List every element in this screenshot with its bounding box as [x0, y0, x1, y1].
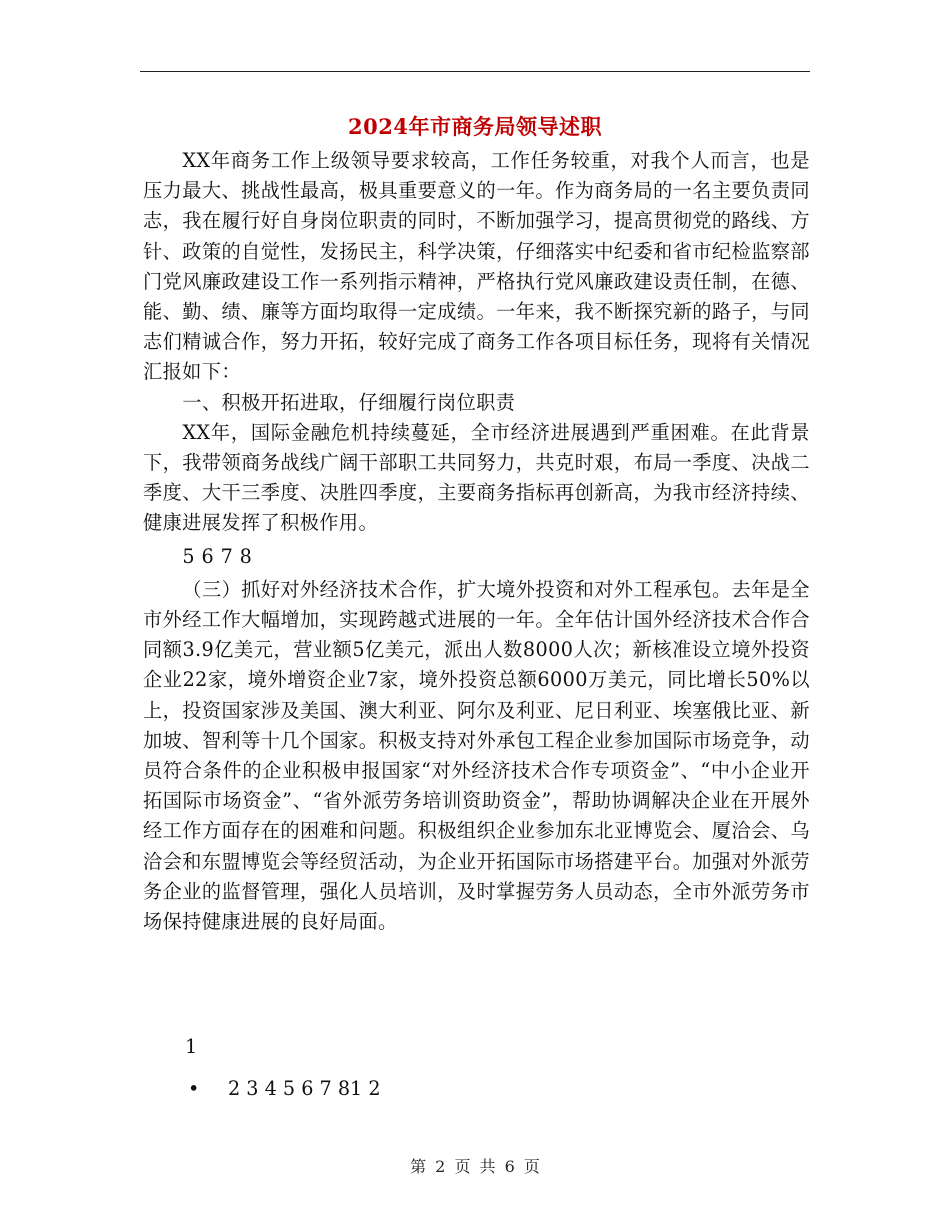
paragraph-intro: XX年商务工作上级领导要求较高，工作任务较重，对我个人而言，也是压力最大、挑战性最高，极具重要意义的一年。作为商务局的一名主要负责同志，我在履行好自身岗位职责的同时，不断加强学习，提高贯彻党的路线、方针、政策的自觉性，发扬民主，科学决策，仔细落实中纪委和省市纪检监察部门党风廉政建设工作一系列指示精神，严格执行党风廉政建设责任制，在德、能、勤、绩、廉等方面均取得一定成绩。一年来，我不断探究新的路子，与同志们精诚合作，努力开拓，较好完成了商务工作各项目标任务，现将有关情况汇报如下：: [143, 149, 810, 384]
page-footer: 第 2 页 共 6 页: [410, 1157, 540, 1176]
bullet-icon: •: [188, 1077, 200, 1100]
paragraph-foreign-cooperation: （三）抓好对外经济技术合作，扩大境外投资和对外工程承包。去年是全市外经工作大幅增加，实现跨越式进展的一年。全年估计国外经济技术合作合同额3.9亿美元，营业额5亿美元，派出人数8000人次；新核准设立境外投资企业22家，境外增资企业7家，境外投资总额6000万美元，同比增长50%以上，投资国家涉及美国、澳大利亚、阿尔及利亚、尼日利亚、埃塞俄比亚、新加坡、智利等十几个国家。积极支持对外承包工程企业参加国际市场竞争，动员符合条件的企业积极申报国家“对外经济技术合作专项资金”、“中小企业开拓国际市场资金”、“省外派劳务培训资助资金”，帮助协调解决企业在开展外经工作方面存在的困难和问题。积极组织企业参加东北亚博览会、厦洽会、乌洽会和东盟博览会等经贸活动，为企业开拓国际市场搭建平台。加强对外派劳务企业的监督管理，强化人员培训，及时掌握劳务人员动态，全市外派劳务市场保持健康进展的良好局面。: [143, 577, 810, 934]
paragraph-background: XX年，国际金融危机持续蔓延，全市经济进展遇到严重困难。在此背景下，我带领商务战线广阔干部职工共同努力，共克时艰，布局一季度、决战二季度、大干三季度、决胜四季度，主要商务指标再创新高，为我市经济持续、健康进展发挥了积极作用。: [143, 420, 810, 535]
header-rule: [140, 71, 810, 72]
section-heading: 一、积极开拓进取，仔细履行岗位职责: [182, 390, 516, 414]
trailing-numbers: [143, 1032, 810, 1104]
document-title: 2024年市商务局领导述职: [348, 114, 602, 139]
bullet-line: [143, 1074, 810, 1104]
document-body: [143, 146, 810, 937]
bullet-text: 2 3 4 5 6 7 81 2: [228, 1077, 381, 1100]
trailing-number: 1: [185, 1035, 198, 1058]
number-sequence: 5 6 7 8: [182, 544, 253, 568]
